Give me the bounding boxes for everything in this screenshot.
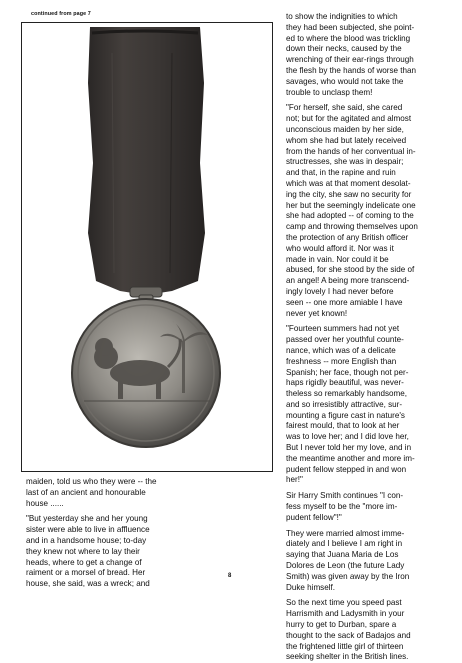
text-line: whom she had but lately received [286,135,407,145]
text-line: the protection of any British officer [286,232,409,242]
text-line: not; but for the agitated and almost [286,114,412,124]
text-line: the meantime another and more im- [286,453,415,463]
text-line: Spanish; her face, though not per- [286,367,409,377]
page-number: 8 [228,573,232,579]
text-line: an angel! A being more transcend- [286,276,410,286]
text-line: never yet known! [286,308,348,318]
text-line: camp and throwing themselves upon [286,222,418,232]
paragraph [26,514,271,590]
text-line: they had been subjected, she point- [286,22,415,32]
left-text-column [26,477,271,590]
text-line: to show the indignities to which [286,12,398,21]
text-line: maiden, told us who they were -- the [26,477,157,486]
text-line: ing the city, she saw no security for [286,189,412,199]
text-line: unconscious maiden by her side, [286,124,404,134]
paragraph [286,529,452,594]
text-line: "For herself, she said, she cared [286,103,403,113]
text-line: thought to the sack of Badajos and [286,630,411,640]
text-line: and so irresistibly attractive, sur- [286,399,403,409]
text-line: Sir Harry Smith continues "I con- [286,491,404,501]
text-line: structresses, she was in despair; [286,157,404,167]
text-line: made in vain. Nor could it be [286,254,389,264]
paragraph [286,12,452,98]
text-line: pudent fellow"!" [286,512,342,522]
text-line: sister were able to live in affluence [26,525,150,535]
text-line: mounting a figure cast in nature's [286,410,405,420]
text-line: from the hands of her conventual in- [286,146,416,156]
medal-illustration [22,23,271,470]
text-line: she had adopted -- of coming to the [286,211,414,221]
text-line: ingly lovely I had never before [286,286,394,296]
text-line: house ...... [26,498,64,508]
text-line: her!" [286,475,303,485]
text-line: hurry to get to Durban, spare a [286,620,397,630]
text-line: the flesh by the hands of worse than [286,65,417,75]
text-line: freshness -- more English than [286,356,397,366]
text-line: her but the seemingly indelicate one [286,200,416,210]
text-line: and in a handsome house; to-day [26,535,147,545]
right-text-column [286,12,452,663]
paragraph [286,598,452,663]
text-line: and that, in the rapine and ruin [286,168,396,178]
text-line: theless so remarkably handsome, [286,389,408,399]
text-line: saying that Juana Maria de Los [286,550,399,560]
text-line: ed to where the blood was trickling [286,33,411,43]
text-line: was to love her; and I did love her, [286,432,409,442]
text-line: diately and I believe I am right in [286,539,403,549]
text-line: "Fourteen summers had not yet [286,324,400,334]
text-line: They were married almost imme- [286,528,405,538]
text-line: last of an ancient and honourable [26,487,146,497]
continued-from-label: continued from page 7 [31,11,91,17]
text-line: who would afford it. Nor was it [286,243,394,253]
text-line: "But yesterday she and her young [26,514,148,524]
paragraph [26,477,271,509]
text-line: abused, for she stood by the side of [286,265,415,275]
text-line: Smith) was given away by the Iron [286,571,410,581]
text-line: heads, where to get a change of [26,557,142,567]
medal-ribbon [88,27,205,295]
text-line: fess myself to be the "more im- [286,502,398,512]
paragraph [286,103,452,319]
text-line: haps rigidly beautiful, was never- [286,378,404,388]
text-line: seen -- one more amiable I have [286,297,403,307]
text-line: But I never told her my love, and in [286,443,412,453]
paragraph [286,324,452,486]
medal-photograph [21,22,273,472]
text-line: house, she said, was a wreck; and [26,579,150,589]
text-line: savages, who would not take the [286,76,404,86]
text-line: they knew not where to lay their [26,546,140,556]
text-line: nance, which was of a delicate [286,345,396,355]
text-line: passed over her youthful counte- [286,335,404,345]
text-line: Duke himself. [286,582,336,592]
text-line: down their necks, caused by the [286,44,402,54]
paragraph [286,491,452,523]
text-line: fairest mould, that to look at her [286,421,400,431]
text-line: Harrismith and Ladysmith in your [286,609,405,619]
text-line: wrenching of their ear-rings through [286,55,414,65]
text-line: seeking shelter in the British lines. [286,652,409,662]
text-line: the frightened little girl of thirteen [286,641,404,651]
text-line: pudent fellow stepped in and won [286,464,407,474]
text-line: which was at that moment desolat- [286,178,411,188]
text-line: So the next time you speed past [286,598,402,608]
text-line: raiment or a morsel of bread. Her [26,568,146,578]
text-line: trouble to unclasp them! [286,87,373,97]
text-line: Dolores de Leon (the future Lady [286,561,405,571]
